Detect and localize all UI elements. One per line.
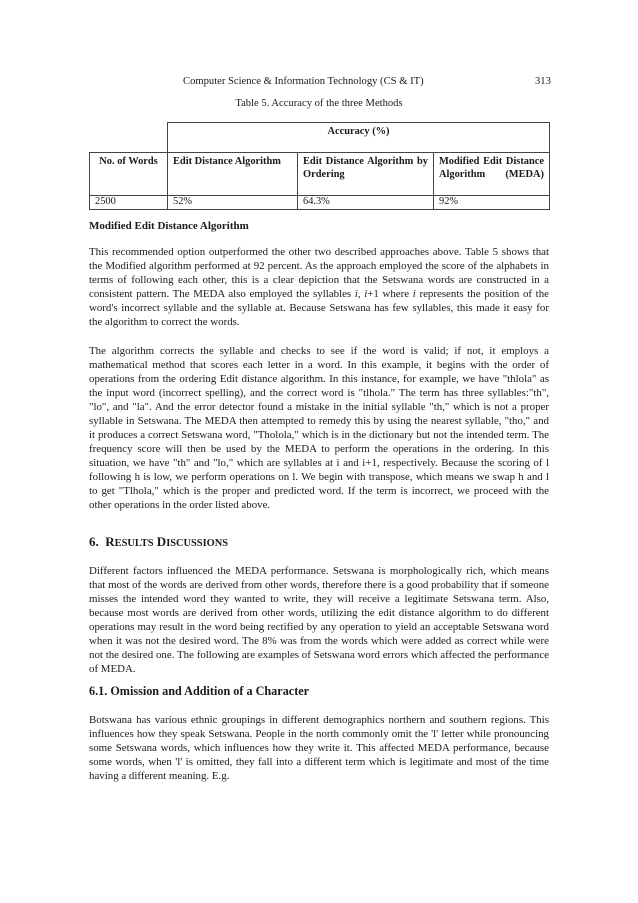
running-head [0,76,638,90]
paragraph-results-1: Different factors influenced the MEDA performance. Setswana is morphologically rich, which means that most of the words are derived from other words, therefore there is a good probability that if someone misses the intended word they wanted to write, they will receive a legitimate Setswana term. Also, because most words are derived from other words, utilizing the edit distance algorithm to do different operations may result in the word being rectified by any operation to yield an acceptable Setswana word when it was not the desired word. The 8% was from the words which were added as correct while were not the desired one. The following are examples of Setswana word errors which affected the performance of MEDA. [89,565,549,675]
journal-title: Computer Science & Information Technology (CS & IT) [183,76,424,87]
table-row [90,196,550,210]
variable-i: i [354,288,358,300]
table-blank-cell [90,123,168,153]
paragraph-meda-1: This recommended option outperformed the other two described approaches above. Table 5 shows that the Modified algorithm performed at 92 percent. As the approach employed the score of the alphabets in terms of following each other, this is a clear depiction that the Setswana words are constructed in a consistent pattern. The MEDA also employed the syllables i, i+1 where i represents the position of the word's incorrect syllable and the syllable at. Because Setswana has few syllables, this made it easy for the algorithm to correct the words. [89,246,549,328]
table-cell-eda: 52% [168,196,298,210]
table-cell-words: 2500 [90,196,168,210]
table-col-header-ordering: Edit Distance Algorithm by Ordering [298,153,434,196]
subsection-heading-omission: 6.1. Omission and Addition of a Character [89,684,310,698]
table-col-header-eda: Edit Distance Algorithm [168,153,298,196]
table-cell-meda: 92% [434,196,550,210]
table-header-row [90,153,550,196]
subsection-heading-meda: Modified Edit Distance Algorithm [89,220,249,232]
section-heading-results: 6. RESULTS DISCUSSIONS [89,534,228,549]
paragraph-omission-1: Botswana has various ethnic groupings in different demographics northern and southern regions. This influences how they speak Setswana. People in the north commonly omit the 'l' letter while pronouncing some Setswana words, which influences how they write it. This affected MEDA performance, because some words, when 'l' is omitted, they fall into a different term which is legitimate and most of the time having a different meaning. E.g. [89,714,549,782]
paragraph-meda-2: The algorithm corrects the syllable and checks to see if the word is valid; if not, it employs a mathematical method that scores each letter in a word. In this example, it begins with the order of operations from the ordering Edit distance algorithm. In this instance, for example, we have "thlola" as the input word (incorrect spelling), and the correct word is "tlhola." The term has three syllables:"th", "lo", and "la". And the error detector found a mistake in the initial syllable "th," which is not a proper syllable in Setswana. The MEDA then attempted to remedy this by using the nearest syllable, "tho," and it produces a correct Setswana word, "Tholola," which is in the dictionary but not the intended term. The frequency score will then be used by the MEDA to perform the operations in the ordering. In this situation, we have "th" and "lo," which are syllables at i and i+1, respectively. Because the scoring of l following h is low, we perform operations on l. We begin with transpose, which means we swap h and l to get "Tlhola," which is the proper and predicted word. If the term is incorrect, we proceed with the other operations in the order listed above. [89,345,549,511]
table-group-header: Accuracy (%) [168,123,550,153]
table-col-header-words: No. of Words [90,153,168,196]
variable-i: i [364,288,368,300]
accuracy-table [89,122,550,210]
page-number: 313 [535,76,551,87]
table-col-header-meda: Modified Edit Distance Algorithm (MEDA) [434,153,550,196]
table-group-header-row [90,123,550,153]
table-cell-ordering: 64.3% [298,196,434,210]
variable-i: i [412,288,416,300]
table-caption: Table 5. Accuracy of the three Methods [235,98,403,109]
